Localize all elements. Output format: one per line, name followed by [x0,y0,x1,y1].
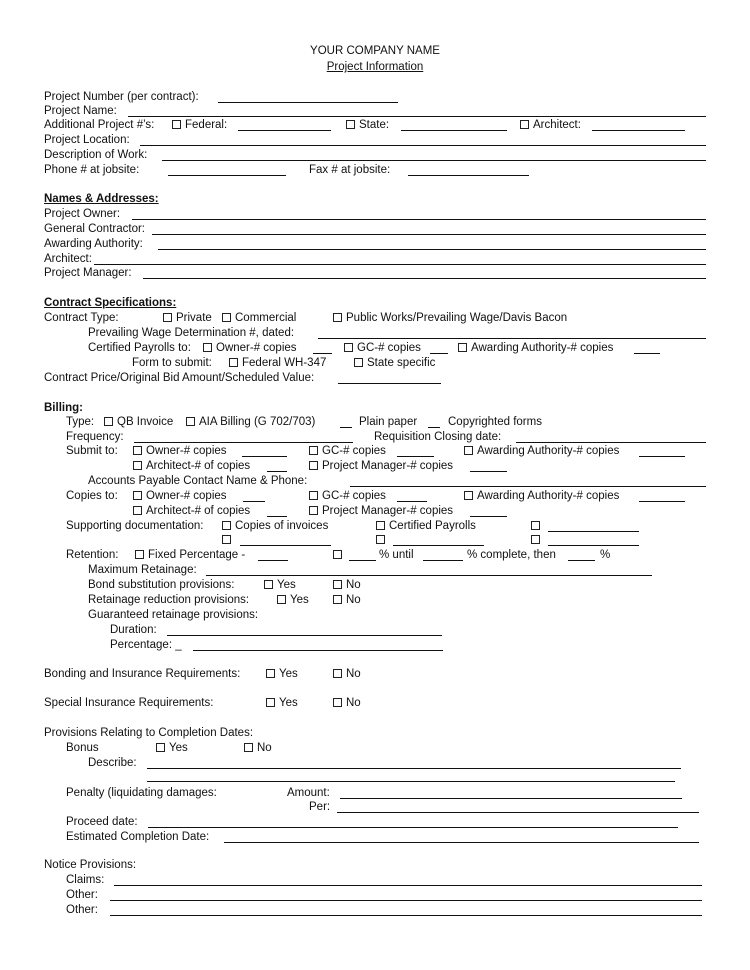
cert-gc-checkbox[interactable] [344,343,353,352]
copies-owner-option[interactable] [133,489,227,503]
copies-authority-label: Awarding Authority-# copies [477,490,620,502]
additional-project-label: Additional Project #’s: [44,119,155,131]
copies-gc-field[interactable] [397,501,427,502]
copies-invoices-checkbox[interactable] [222,521,231,530]
public-works-option[interactable] [333,311,567,325]
graduated-checkbox[interactable] [333,550,342,559]
special-insurance-label: Special Insurance Requirements: [44,697,214,709]
bonding-yes-label: Yes [279,668,298,680]
supporting-other-field-2[interactable] [240,545,331,546]
copies-architect-label: Architect-# of copies [146,505,251,517]
gc-label: General Contractor: [44,223,145,235]
cert-owner-option[interactable] [203,341,297,355]
other-doc-checkbox-2[interactable] [222,535,231,544]
federal-wh-checkbox[interactable] [229,358,238,367]
prevailing-wage-label: Prevailing Wage Determination #, dated: [88,327,295,339]
billing-type-label: Type: [66,416,95,428]
contract-heading: Contract Specifications: [44,297,177,309]
bonus-yes-option[interactable] [156,741,188,755]
cert-owner-field[interactable] [313,353,332,354]
architect-name-field[interactable] [94,264,706,265]
architect-checkbox[interactable] [520,120,529,129]
private-label: Private [176,312,212,324]
percentage-field[interactable] [193,650,443,651]
copies-architect-option[interactable] [133,504,250,518]
fax-field[interactable] [408,175,529,176]
plain-paper-label: Plain paper [359,416,418,428]
submit-authority-label: Awarding Authority-# copies [477,445,620,457]
cert-gc-option[interactable] [344,341,421,355]
supporting-docs-label: Supporting documentation: [66,520,204,532]
architect-field[interactable] [592,130,685,131]
cert-gc-field[interactable] [430,353,448,354]
other-field-1[interactable] [110,900,702,901]
contract-type-label: Contract Type: [44,312,119,324]
retention-label: Retention: [66,549,119,561]
special-no-checkbox[interactable] [333,698,342,707]
bond-no-label: No [346,579,361,591]
reduction-yes-label: Yes [290,594,309,606]
supporting-other-field-3[interactable] [393,545,484,546]
supporting-other-field-4[interactable] [548,545,639,546]
bonus-yes-checkbox[interactable] [156,743,165,752]
private-checkbox[interactable] [163,313,172,322]
cert-authority-checkbox[interactable] [458,343,467,352]
submit-authority-field[interactable] [639,456,685,457]
fax-label: Fax # at jobsite: [309,164,391,176]
copyrighted-label: Copyrighted forms [448,416,542,428]
describe-label: Describe: [88,757,137,769]
claims-field[interactable] [114,885,702,886]
supporting-other-checkbox-4[interactable] [531,533,544,547]
copies-manager-option[interactable] [309,504,453,518]
bonding-no-checkbox[interactable] [333,669,342,678]
description-label: Description of Work: [44,149,148,161]
cert-authority-label: Awarding Authority-# copies [471,342,614,354]
other-doc-checkbox-1[interactable] [531,521,540,530]
reduction-yes-checkbox[interactable] [277,595,286,604]
other-label-1: Other: [66,889,98,901]
submit-manager-field[interactable] [470,471,507,472]
submit-owner-label: Owner-# copies [146,445,227,457]
owner-label: Project Owner: [44,208,121,220]
billing-heading: Billing: [44,402,83,414]
qb-label: QB Invoice [117,416,174,428]
copies-owner-checkbox[interactable] [133,491,142,500]
description-field[interactable] [162,160,706,161]
submit-architect-checkbox[interactable] [133,461,142,470]
ap-contact-label: Accounts Payable Contact Name & Phone: [88,475,308,487]
supporting-other-checkbox-1[interactable] [531,519,544,533]
bonding-label: Bonding and Insurance Requirements: [44,668,241,680]
claims-label: Claims: [66,874,105,886]
project-name-label: Project Name: [44,105,117,117]
requisition-label: Requisition Closing date: [374,431,502,443]
bond-no-option[interactable] [333,578,361,592]
bond-yes-label: Yes [277,579,296,591]
aia-label: AIA Billing (G 702/703) [199,416,316,428]
supporting-other-checkbox-2[interactable] [222,533,235,547]
copies-invoices-label: Copies of invoices [235,520,329,532]
architect-name-label: Architect: [44,253,92,265]
ap-contact-field[interactable] [350,486,706,487]
state-label: State: [359,119,390,131]
submit-gc-field[interactable] [397,456,434,457]
submit-authority-option[interactable] [464,444,619,458]
private-option[interactable] [163,311,212,325]
submit-architect-option[interactable] [133,459,250,473]
describe-field-2[interactable] [147,781,675,782]
submit-owner-option[interactable] [133,444,227,458]
submit-gc-checkbox[interactable] [309,446,318,455]
federal-checkbox[interactable] [172,120,181,129]
proceed-date-field[interactable] [148,827,678,828]
commercial-option[interactable] [222,311,296,325]
submit-architect-label: Architect-# of copies [146,460,251,472]
submit-owner-checkbox[interactable] [133,446,142,455]
reduction-label: Retainage reduction provisions: [88,594,250,606]
certified-payrolls-checkbox[interactable] [376,521,385,530]
page-title: Project Information [326,61,424,73]
special-no-label: No [346,697,361,709]
copies-gc-label: GC-# copies [322,490,386,502]
reduction-yes-option[interactable] [277,593,309,607]
project-name-field[interactable] [128,116,706,117]
project-location-field[interactable] [140,145,706,146]
certified-payrolls-label: Certified Payrolls to: [88,342,191,354]
max-retainage-label: Maximum Retainage: [88,564,197,576]
bonus-yes-label: Yes [169,742,188,754]
bonding-yes-checkbox[interactable] [266,669,275,678]
plain-paper-field[interactable] [340,427,352,428]
completion-heading: Provisions Relating to Completion Dates: [44,727,254,739]
copies-manager-label: Project Manager-# copies [322,505,454,517]
qb-option[interactable] [104,415,173,429]
form-submit-label: Form to submit: [132,357,212,369]
special-yes-label: Yes [279,697,298,709]
fixed-percentage-label: Fixed Percentage - [148,549,246,561]
project-number-label: Project Number (per contract): [44,91,199,103]
commercial-checkbox[interactable] [222,313,231,322]
bonding-no-option[interactable] [333,667,361,681]
reduction-no-checkbox[interactable] [333,595,342,604]
architect-option[interactable] [520,118,581,132]
project-location-label: Project Location: [44,134,130,146]
commercial-label: Commercial [235,312,297,324]
copies-authority-checkbox[interactable] [464,491,473,500]
proceed-date-label: Proceed date: [66,816,138,828]
copies-manager-checkbox[interactable] [309,506,318,515]
cert-authority-option[interactable] [458,341,613,355]
notice-heading: Notice Provisions: [44,859,137,871]
cert-gc-label: GC-# copies [357,342,421,354]
graduated-option[interactable] [333,548,346,562]
submit-authority-checkbox[interactable] [464,446,473,455]
federal-label: Federal: [185,119,228,131]
copies-invoices-option[interactable] [222,519,328,533]
estimated-completion-label: Estimated Completion Date: [66,831,210,843]
aia-option[interactable] [186,415,315,429]
bonus-no-label: No [257,742,272,754]
federal-wh-option[interactable] [229,356,326,370]
state-option[interactable] [346,118,389,132]
describe-field-1[interactable] [147,768,681,769]
special-no-option[interactable] [333,696,361,710]
state-checkbox[interactable] [346,120,355,129]
cert-owner-label: Owner-# copies [216,342,297,354]
percentage-label: Percentage: _ [110,639,182,651]
copies-owner-label: Owner-# copies [146,490,227,502]
fixed-percentage-option[interactable] [135,548,245,562]
copies-gc-option[interactable] [309,489,386,503]
until-percent-field[interactable] [349,560,376,561]
frequency-field[interactable] [134,442,353,443]
federal-field[interactable] [238,130,331,131]
architect-label: Architect: [533,119,581,131]
project-number-field[interactable] [218,102,398,103]
estimated-completion-field[interactable] [224,842,699,843]
manager-label: Project Manager: [44,267,132,279]
copies-authority-option[interactable] [464,489,619,503]
other-label-2: Other: [66,904,98,916]
certified-payrolls-opt-label: Certified Payrolls [389,520,476,532]
federal-option[interactable] [172,118,227,132]
aia-checkbox[interactable] [186,417,195,426]
company-name: YOUR COMPANY NAME [310,45,440,57]
phone-label: Phone # at jobsite: [44,164,140,176]
bond-yes-checkbox[interactable] [264,580,273,589]
authority-label: Awarding Authority: [44,238,143,250]
bonus-no-option[interactable] [244,741,272,755]
copies-owner-field[interactable] [243,501,265,502]
copies-gc-checkbox[interactable] [309,491,318,500]
authority-field[interactable] [158,249,706,250]
certified-payrolls-option[interactable] [376,519,476,533]
max-retainage-field[interactable] [206,575,652,576]
submit-gc-option[interactable] [309,444,386,458]
cert-authority-field[interactable] [634,353,660,354]
reduction-no-label: No [346,594,361,606]
state-specific-label: State specific [367,357,436,369]
bonus-label: Bonus [66,742,99,754]
requisition-field[interactable] [516,442,706,443]
copies-architect-checkbox[interactable] [133,506,142,515]
bond-yes-option[interactable] [264,578,296,592]
state-specific-checkbox[interactable] [354,358,363,367]
prevailing-wage-field[interactable] [318,338,706,339]
submit-to-label: Submit to: [66,445,118,457]
amount-field[interactable] [340,798,682,799]
owner-field[interactable] [132,219,706,220]
bonding-no-label: No [346,668,361,680]
supporting-other-checkbox-3[interactable] [376,533,389,547]
bonding-yes-option[interactable] [266,667,298,681]
percent-sign: % [600,549,611,561]
penalty-label: Penalty (liquidating damages: [66,787,217,799]
contract-price-field[interactable] [338,383,441,384]
public-works-checkbox[interactable] [333,313,342,322]
copies-to-label: Copies to: [66,490,118,502]
gc-field[interactable] [152,234,706,235]
complete-then-label: % complete, then [467,549,556,561]
federal-wh-label: Federal WH-347 [242,357,327,369]
supporting-other-field-1[interactable] [548,531,639,532]
bond-no-checkbox[interactable] [333,580,342,589]
fixed-percentage-checkbox[interactable] [135,550,144,559]
reduction-no-option[interactable] [333,593,361,607]
submit-manager-checkbox[interactable] [309,461,318,470]
frequency-label: Frequency: [66,431,124,443]
complete-percent-field[interactable] [423,560,463,561]
bond-substitution-label: Bond substitution provisions: [88,579,235,591]
qb-checkbox[interactable] [104,417,113,426]
guaranteed-label: Guaranteed retainage provisions: [88,609,259,621]
contract-price-label: Contract Price/Original Bid Amount/Scheduled Value: [44,372,315,384]
submit-gc-label: GC-# copies [322,445,386,457]
submit-manager-label: Project Manager-# copies [322,460,454,472]
copyrighted-field[interactable] [428,427,440,428]
copies-architect-field[interactable] [267,516,287,517]
cert-owner-checkbox[interactable] [203,343,212,352]
copies-authority-field[interactable] [639,501,685,502]
phone-field[interactable] [168,175,286,176]
special-yes-option[interactable] [266,696,298,710]
then-percent-field[interactable] [568,560,595,561]
until-label: % until [379,549,414,561]
public-works-label: Public Works/Prevailing Wage/Davis Bacon [346,312,568,324]
other-doc-checkbox-3[interactable] [376,535,385,544]
submit-architect-field[interactable] [267,471,287,472]
bonus-no-checkbox[interactable] [244,743,253,752]
duration-field[interactable] [167,635,442,636]
names-heading: Names & Addresses: [44,193,159,205]
per-label: Per: [309,801,331,813]
duration-label: Duration: [110,624,157,636]
other-doc-checkbox-4[interactable] [531,535,540,544]
other-field-2[interactable] [110,915,702,916]
submit-owner-field[interactable] [242,456,287,457]
manager-field[interactable] [143,278,706,279]
state-field[interactable] [401,130,507,131]
special-yes-checkbox[interactable] [266,698,275,707]
submit-manager-option[interactable] [309,459,453,473]
fixed-percentage-field[interactable] [258,560,288,561]
state-specific-option[interactable] [354,356,435,370]
per-field[interactable] [337,812,699,813]
amount-label: Amount: [287,787,330,799]
copies-manager-field[interactable] [470,516,507,517]
